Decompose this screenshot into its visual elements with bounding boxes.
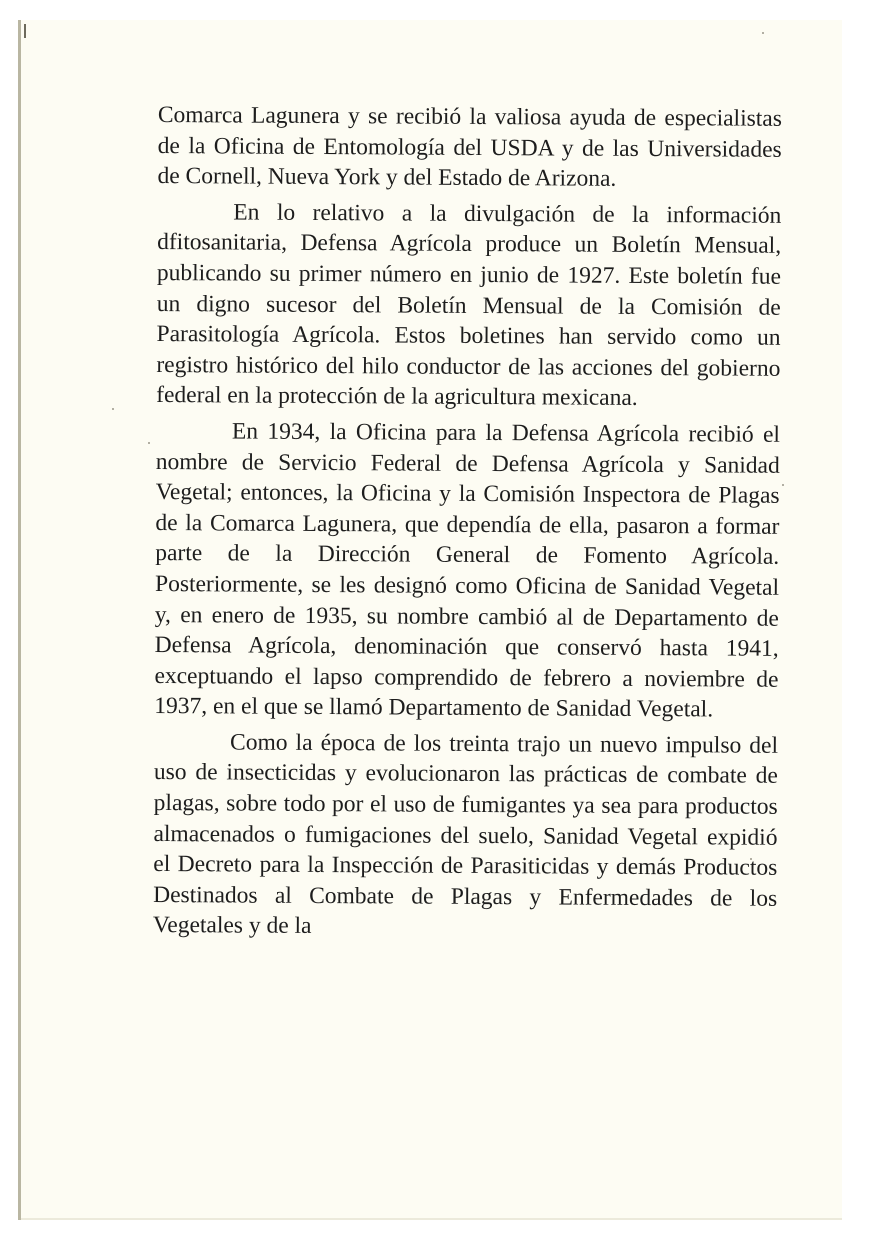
spine-mark: [24, 24, 26, 38]
paper-speck: [762, 32, 764, 34]
book-spine-edge: [18, 20, 21, 1220]
paragraph-3: En 1934, la Oficina para la Defensa Agrícola recibió el nombre de Servicio Federal de Defensa Agrícola y Sanidad Vegetal; entonces, la Oficina y la Comisión Inspectora de Plagas de la Comarca Lagunera, que dependía de ella, pasaron a formar parte de la Dirección General de Fomento Agrícola. Posteriormente, se les designó como Oficina de Sanidad Vegetal y, en enero de 1935, su nombre cambió al de Departamento de Defensa Agrícola, denominación que conservó hasta 1941, exceptuando el lapso comprendido de febrero a noviembre de 1937, en el que se llamó Departamento de Sanidad Vegetal.: [154, 418, 781, 723]
paper-speck: [782, 484, 784, 486]
paragraph-1: Comarca Lagunera y se recibió la valiosa ayuda de especialistas de la Oficina de Entomología del USDA y de las Universidades de Cornell, Nueva York y del Estado de Arizona.: [157, 101, 782, 192]
paragraph-2: En lo relativo a la divulgación de la información dfitosanitaria, Defensa Agrícola produce un Boletín Mensual, publicando su primer número en junio de 1927. Este boletín fue un digno sucesor del Boletín Mensual de la Comisión de Parasitología Agrícola. Estos boletines han servido como un registro histórico del hilo conductor de las acciones del gobierno federal en la protección de la agricultura mexicana.: [156, 199, 782, 412]
paper-speck: [148, 442, 150, 444]
body-text: [153, 100, 782, 950]
paragraph-4: Como la época de los treinta trajo un nuevo impulso del uso de insecticidas y evolucionaron las prácticas de combate de plagas, sobre todo por el uso de fumigantes ya sea para productos almacenados o fumigaciones del suelo, Sanidad Vegetal expidió el Decreto para la Inspección de Parasiticidas y demás Productos Destinados al Combate de Plagas y Enfermedades de los Vegetales y de la: [152, 729, 779, 940]
paper-speck: [112, 408, 114, 410]
